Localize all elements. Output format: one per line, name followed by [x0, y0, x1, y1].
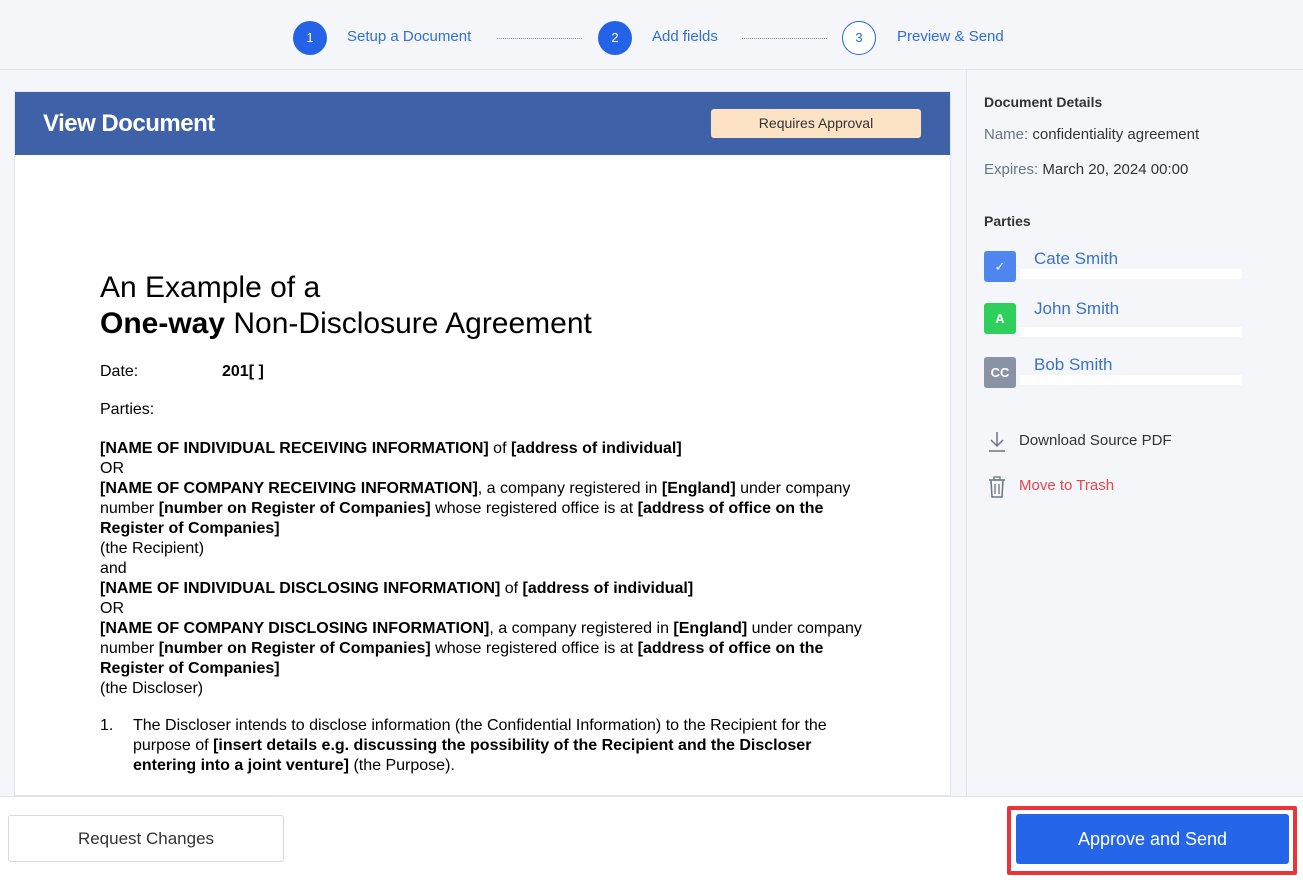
text-registered-in: , a company registered in — [489, 620, 674, 637]
reg-number-1: [number on Register of Companies] — [158, 500, 431, 517]
document-sidebar — [966, 70, 1303, 796]
cc-badge-icon: CC — [984, 357, 1016, 388]
office-address-1: [address of office on the Register of Companies] — [100, 500, 824, 537]
download-label[interactable]: Download Source PDF — [1019, 432, 1172, 449]
document-name-row — [984, 126, 1199, 143]
recipient-company-paragraph — [100, 479, 870, 539]
document-expires-key: Expires: — [984, 161, 1039, 178]
document-title: View Document — [43, 110, 215, 137]
party-john-smith[interactable] — [984, 299, 1254, 339]
date-value: 201[ ] — [222, 363, 264, 380]
document-expires-row — [984, 161, 1188, 178]
step-3-indicator[interactable]: 3 — [842, 21, 876, 55]
discloser-company-paragraph — [100, 619, 870, 679]
requires-approval-badge: Requires Approval — [711, 109, 921, 138]
redacted-email — [1020, 327, 1242, 337]
parties-heading: Parties — [984, 213, 1031, 229]
action-footer — [0, 796, 1303, 882]
parties-label: Parties: — [100, 401, 155, 418]
parties-block — [100, 439, 870, 699]
text-of: of — [488, 440, 511, 457]
document-viewer — [14, 91, 951, 796]
date-row — [100, 362, 870, 382]
or-line-1: OR — [100, 460, 124, 477]
party-name[interactable]: Cate Smith — [1034, 249, 1119, 268]
discloser-individual-line — [100, 579, 870, 599]
the-recipient-line: (the Recipient) — [100, 540, 205, 557]
trash-label[interactable]: Move to Trash — [1019, 477, 1115, 494]
party-cate-smith[interactable] — [984, 249, 1254, 289]
nda-heading-line-2 — [100, 306, 870, 342]
document-name-value: confidentiality agreement — [1028, 126, 1200, 143]
step-connector-2 — [742, 38, 827, 39]
progress-stepper — [0, 0, 1303, 70]
document-content — [100, 270, 870, 776]
reg-number-2: [number on Register of Companies] — [158, 640, 431, 657]
text-of: of — [500, 580, 523, 597]
clause-1-purpose: [insert details e.g. discussing the possibility of the Recipient and the Discloser entering into a joint venture] — [133, 737, 812, 774]
text-whose-office: whose registered office is at — [430, 640, 638, 657]
recipient-individual-line — [100, 439, 870, 459]
document-header — [15, 92, 950, 155]
download-source-pdf-link[interactable] — [987, 430, 1207, 454]
clause-1-text — [133, 716, 870, 776]
checkbox-icon[interactable]: ✓ — [984, 251, 1016, 282]
party-name[interactable]: Bob Smith — [1034, 355, 1113, 374]
document-name-key: Name: — [984, 126, 1029, 143]
or-line-2: OR — [100, 600, 124, 617]
discloser-individual-name: [NAME OF INDIVIDUAL DISCLOSING INFORMATION] — [100, 580, 501, 597]
approver-badge-icon: A — [984, 303, 1016, 334]
text-under-company-number: under company number — [100, 480, 851, 517]
step-3-label[interactable]: Preview & Send — [897, 28, 1004, 45]
party-name[interactable]: John Smith — [1034, 299, 1120, 318]
clause-1-number: 1. — [100, 717, 114, 734]
step-1-label[interactable]: Setup a Document — [347, 28, 472, 45]
clause-1 — [100, 716, 870, 776]
clause-1-text-b: (the Purpose). — [349, 757, 455, 774]
document-details-heading: Document Details — [984, 94, 1103, 110]
date-label: Date: — [100, 363, 139, 380]
text-registered-in: , a company registered in — [477, 480, 662, 497]
text-whose-office: whose registered office is at — [430, 500, 638, 517]
trash-icon — [987, 475, 1007, 499]
step-2-label[interactable]: Add fields — [652, 28, 718, 45]
step-1-indicator[interactable]: 1 — [293, 21, 327, 55]
office-address-2: [address of office on the Register of Companies] — [100, 640, 824, 677]
and-line: and — [100, 560, 127, 577]
jurisdiction-2: [England] — [673, 620, 748, 637]
nda-heading-bold: One-way — [100, 307, 226, 340]
redacted-email — [1020, 269, 1242, 279]
approve-and-send-button[interactable]: Approve and Send — [1016, 814, 1289, 864]
recipient-company-name: [NAME OF COMPANY RECEIVING INFORMATION] — [100, 480, 478, 497]
request-changes-button[interactable]: Request Changes — [8, 815, 284, 862]
redacted-email — [1020, 375, 1242, 385]
clause-1-text-a: The Discloser intends to disclose information (the Confidential Information) to the Recipient for the purpose of — [133, 717, 827, 754]
document-expires-value: March 20, 2024 00:00 — [1038, 161, 1189, 178]
download-icon — [987, 430, 1007, 454]
recipient-individual-address: [address of individual] — [510, 440, 682, 457]
text-under-company-number: under company number — [100, 620, 862, 657]
nda-heading-rest: Non-Disclosure Agreement — [225, 307, 592, 340]
discloser-individual-address: [address of individual] — [522, 580, 694, 597]
party-bob-smith[interactable] — [984, 355, 1254, 395]
jurisdiction-1: [England] — [661, 480, 736, 497]
nda-heading-line-1: An Example of a — [100, 271, 321, 304]
move-to-trash-link[interactable] — [987, 475, 1147, 499]
the-discloser-line: (the Discloser) — [100, 680, 204, 697]
recipient-individual-name: [NAME OF INDIVIDUAL RECEIVING INFORMATION] — [100, 440, 489, 457]
discloser-company-name: [NAME OF COMPANY DISCLOSING INFORMATION] — [100, 620, 490, 637]
step-connector-1 — [497, 38, 582, 39]
step-2-indicator[interactable]: 2 — [598, 21, 632, 55]
